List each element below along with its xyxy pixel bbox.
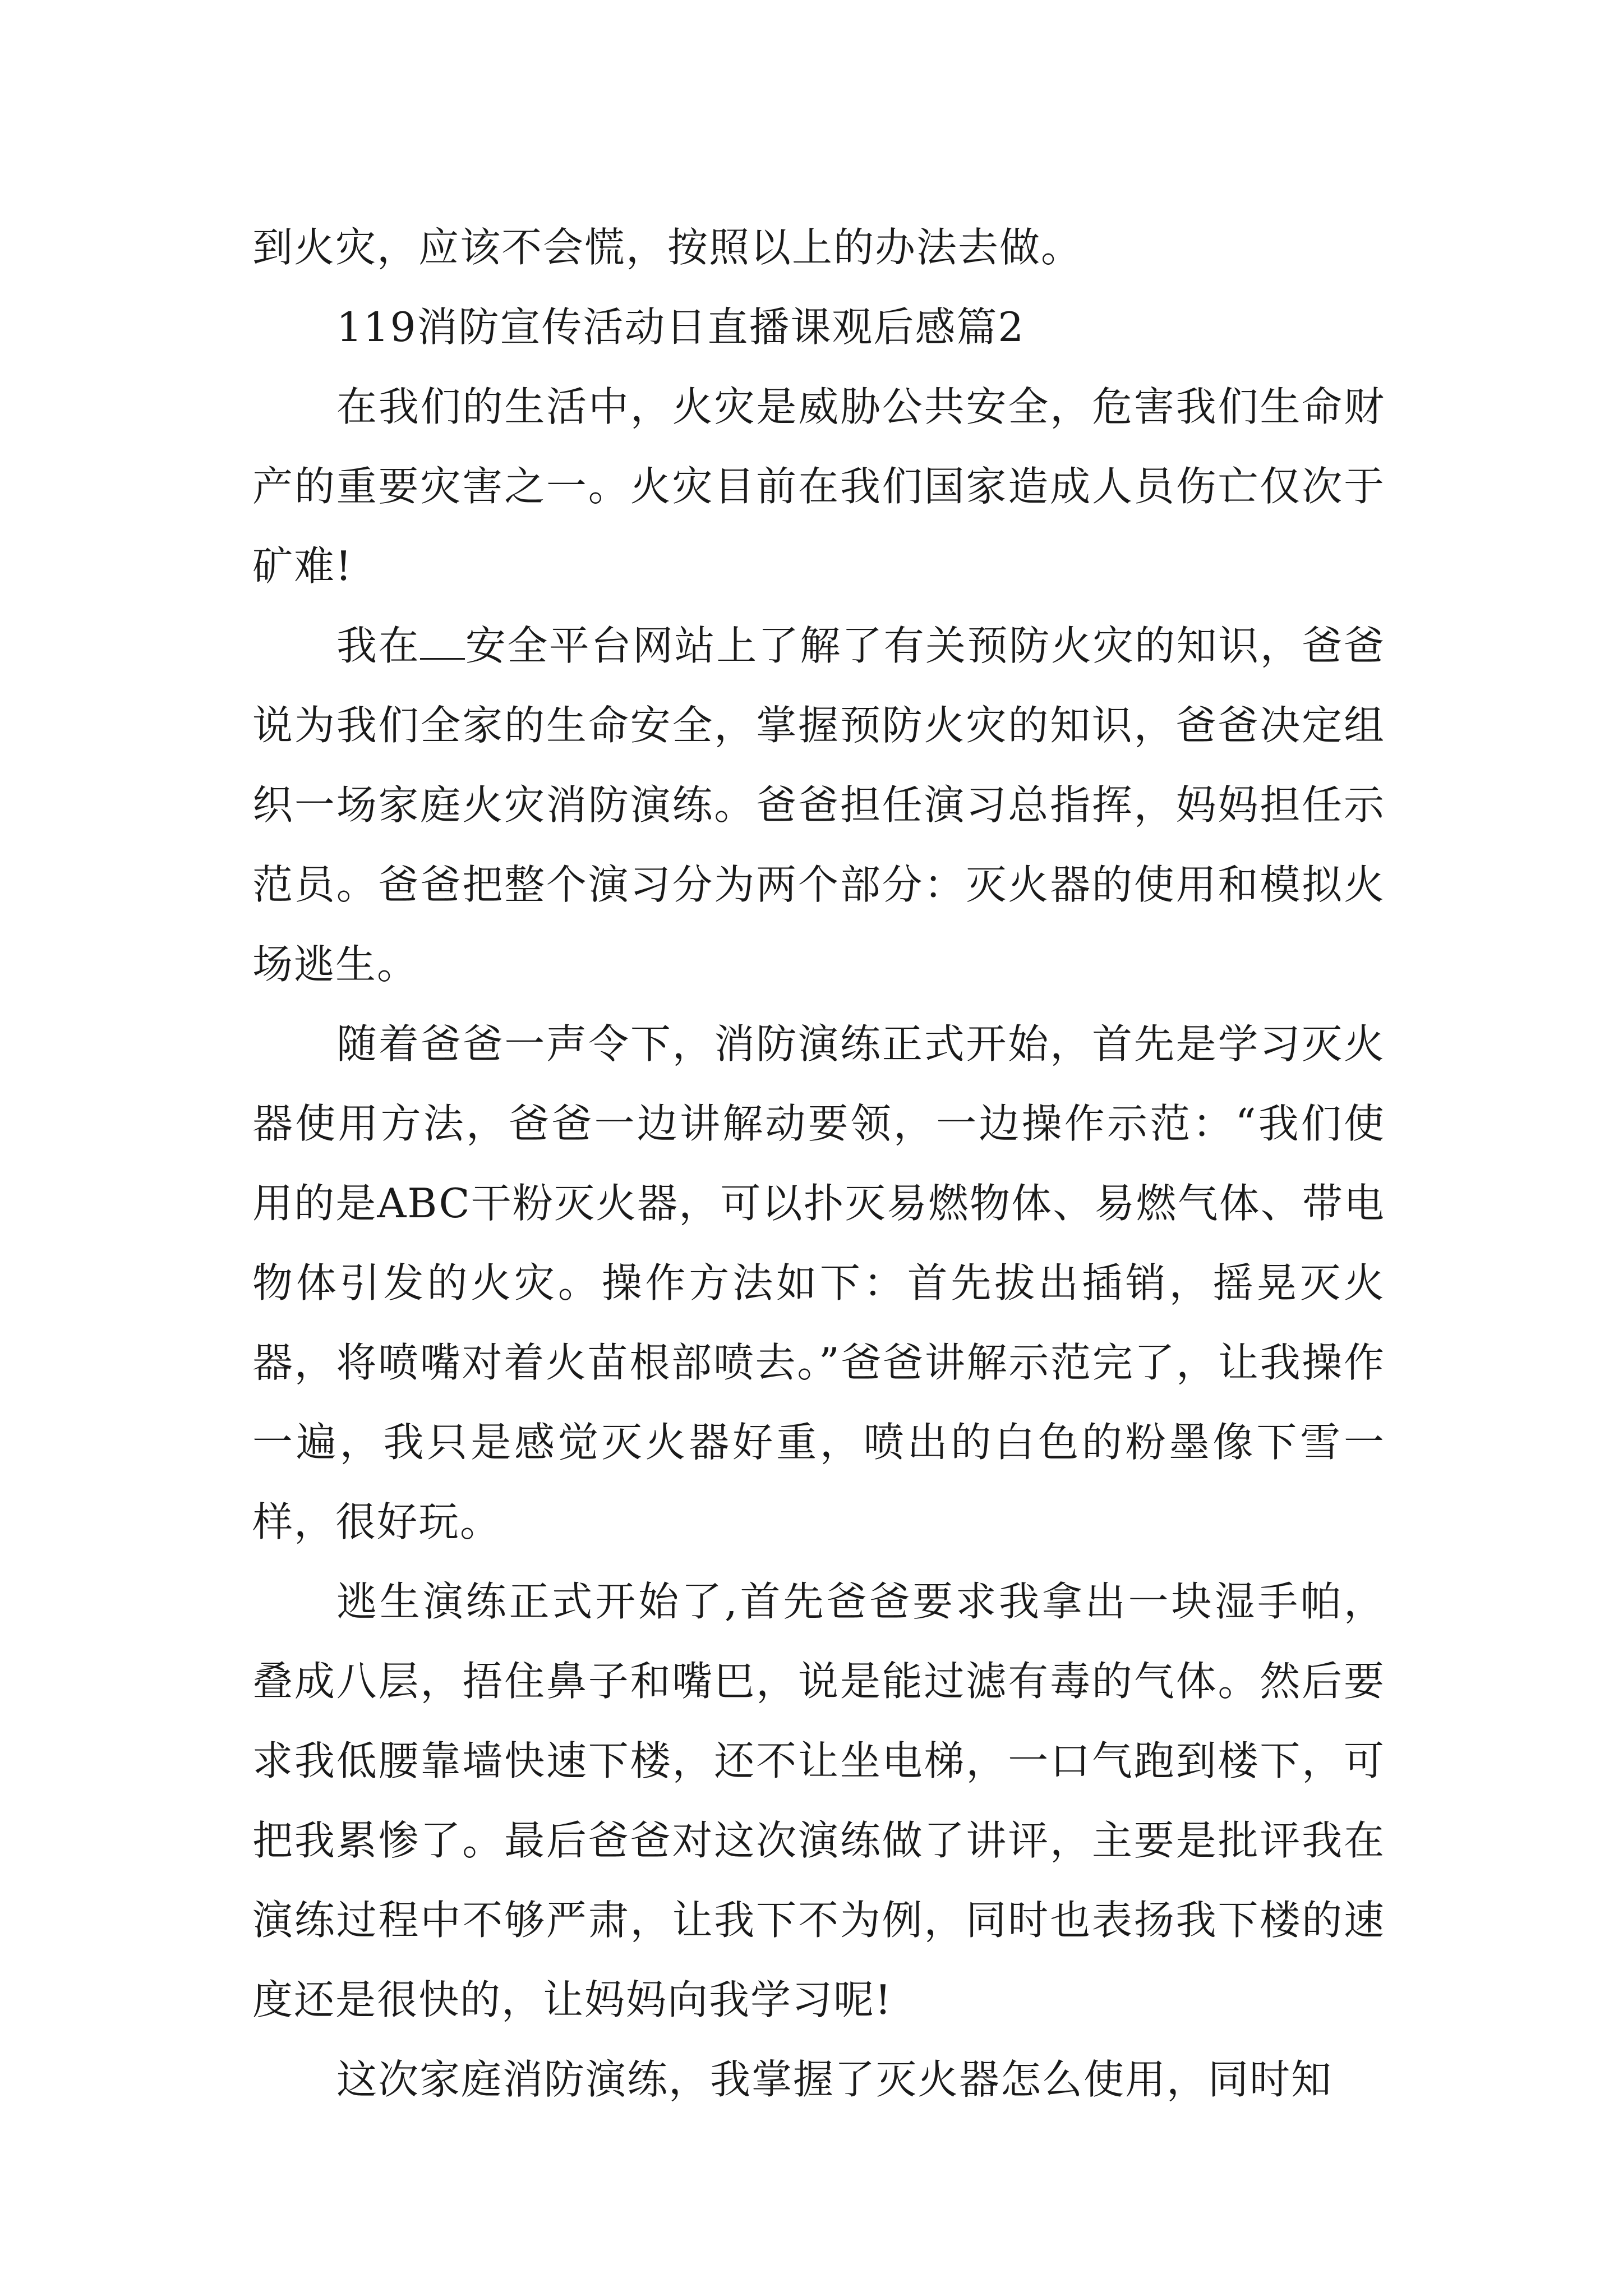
paragraph-5: 这次家庭消防演练，我掌握了灭火器怎么使用，同时知 [336, 2056, 1333, 2103]
paragraph-2-rest: 安全平台网站上了解了有关预防火灾的知识，爸爸说为我们全家的生命安全，掌握预防火灾的知识，爸爸决定组织一场家庭火灾消防演练。爸爸担任演习总指挥，妈妈担任示范员。爸爸把整个演习分为两个部分：灭火器的使用和模拟火场逃生。 [252, 622, 1385, 988]
document-body [252, 208, 1385, 2119]
paragraph-continuation: 到火灾，应该不会慌，按照以上的办法去做。 [252, 224, 1083, 271]
fill-in-blank [420, 624, 465, 660]
paragraph-1: 在我们的生活中，火灾是威胁公共安全，危害我们生命财产的重要灾害之一。火灾目前在我们国家造成人员伤亡仅次于矿难! [252, 383, 1385, 590]
paragraph-3: 随着爸爸一声令下，消防演练正式开始，首先是学习灭火器使用方法，爸爸一边讲解动要领，一边操作示范：“我们使用的是ABC干粉灭火器，可以扑灭易燃物体、易燃气体、带电物体引发的火灾。操作方法如下：首先拔出插销，摇晃灭火器，将喷嘴对着火苗根部喷去。”爸爸讲解示范完了，让我操作一遍，我只是感觉灭火器好重，喷出的白色的粉墨像下雪一样，很好玩。 [252, 1020, 1385, 1545]
section-heading: 119消防宣传活动日直播课观后感篇2 [336, 303, 1025, 351]
paragraph-2 [252, 606, 1385, 1004]
paragraph-2-start: 我在 [336, 622, 421, 669]
paragraph-4: 逃生演练正式开始了,首先爸爸要求我拿出一块湿手帕，叠成八层，捂住鼻子和嘴巴，说是能过滤有毒的气体。然后要求我低腰靠墙快速下楼，还不让坐电梯，一口气跑到楼下，可把我累惨了。最后爸爸对这次演练做了讲评，主要是批评我在演练过程中不够严肃，让我下不为例，同时也表扬我下楼的速度还是很快的，让妈妈向我学习呢! [252, 1578, 1385, 2023]
